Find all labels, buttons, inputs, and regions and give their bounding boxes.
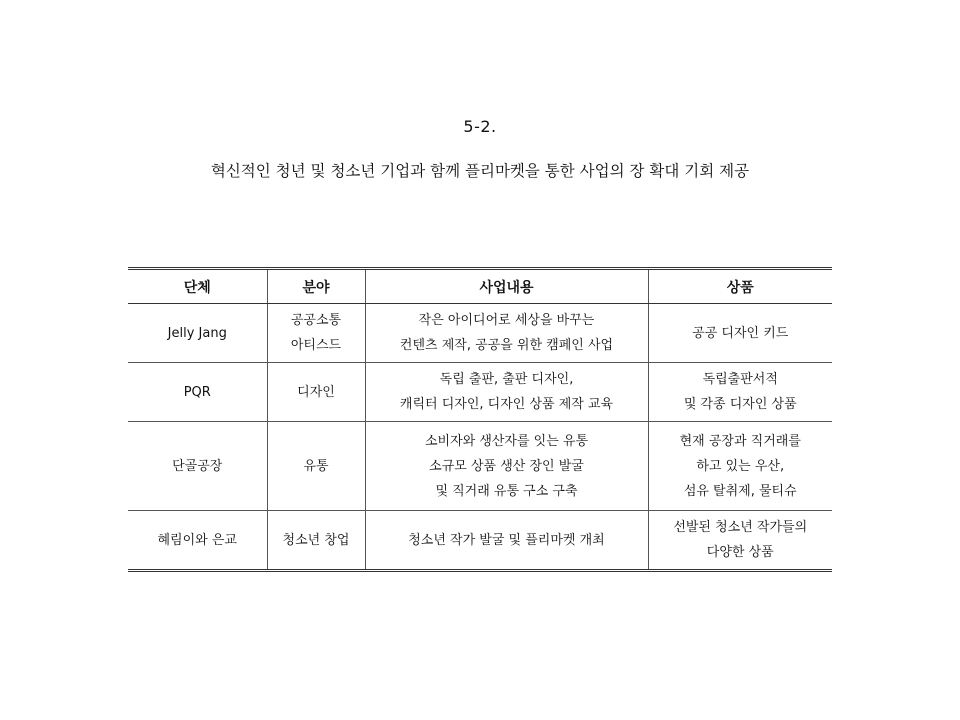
cell-line: 하고 있는 우산,: [696, 458, 785, 474]
cell-line: 청소년 창업: [282, 532, 350, 548]
cell-field: [267, 422, 365, 511]
header-field: 분야: [267, 269, 365, 304]
header-products: 상품: [648, 269, 832, 304]
cell-line: 다양한 상품: [706, 545, 774, 560]
table-header-row: [128, 269, 832, 304]
cell-line: 소비자와 생산자를 잇는 유통: [424, 433, 589, 449]
cell-products: [648, 304, 832, 363]
partner-table: [128, 267, 832, 572]
header-business: 사업내용: [365, 269, 648, 304]
table-row: [128, 422, 832, 511]
cell-products: [648, 422, 832, 511]
table-row: [128, 304, 832, 363]
header-org: 단체: [128, 269, 267, 304]
cell-line: 섬유 탈취제, 물티슈: [683, 483, 797, 499]
cell-line: 독립출판서적: [702, 372, 778, 387]
partner-table-container: [128, 267, 832, 572]
cell-field: [267, 363, 365, 422]
cell-line: 소규모 상품 생산 장인 발굴: [429, 458, 584, 474]
cell-line: 및 직거래 유통 구소 구축: [435, 483, 578, 499]
cell-line: 유통: [303, 458, 329, 474]
cell-line: 공공소통: [290, 313, 342, 328]
cell-line: 선발된 청소년 작가들의: [673, 520, 808, 535]
cell-line: 청소년 작가 발굴 및 플리마켓 개최: [408, 532, 605, 548]
cell-line: 아티스드: [290, 338, 342, 353]
cell-field: [267, 511, 365, 571]
cell-products: [648, 511, 832, 571]
cell-line: 공공 디자인 키드: [692, 325, 789, 341]
cell-org: 혜림이와 은교: [128, 511, 267, 571]
cell-line: 독립 출판, 출판 디자인,: [439, 372, 574, 387]
cell-products: [648, 363, 832, 422]
cell-line: 및 각종 디자인 상품: [683, 397, 797, 412]
section-subtitle: 혁신적인 청년 및 청소년 기업과 함께 플리마켓을 통한 사업의 장 확대 기회 제공: [210, 162, 750, 180]
cell-line: 디자인: [297, 384, 335, 400]
cell-org: 단골공장: [128, 422, 267, 511]
cell-business: [365, 422, 648, 511]
table-row: [128, 511, 832, 571]
cell-org: Jelly Jang: [128, 304, 267, 363]
cell-line: 현재 공장과 직거래를: [679, 433, 801, 449]
cell-business: [365, 304, 648, 363]
cell-line: 컨텐츠 제작, 공공을 위한 캠페인 사업: [399, 338, 614, 353]
section-number: 5-2.: [463, 117, 497, 136]
cell-business: [365, 511, 648, 571]
table-row: [128, 363, 832, 422]
cell-business: [365, 363, 648, 422]
cell-line: 작은 아이디어로 세상을 바꾸는: [418, 313, 595, 328]
cell-org: PQR: [128, 363, 267, 422]
cell-line: 캐릭터 디자인, 디자인 상품 제작 교육: [399, 397, 614, 412]
cell-field: [267, 304, 365, 363]
